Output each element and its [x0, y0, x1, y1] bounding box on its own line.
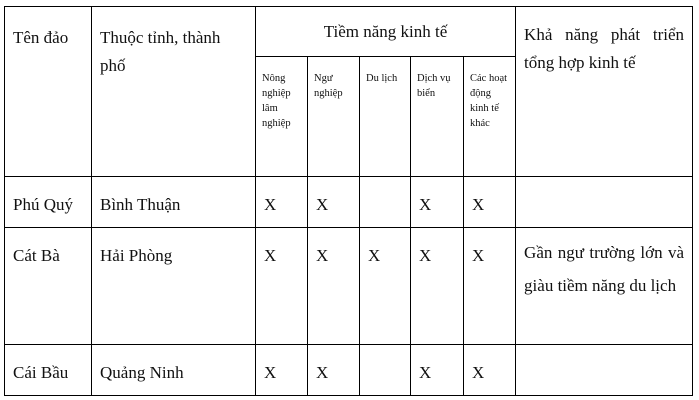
- table-row: [5, 177, 693, 228]
- header-sub-agriculture: Nông nghiệp lâm nghiệp: [256, 57, 308, 177]
- table-row: [5, 345, 693, 396]
- mark-fishery: X: [308, 177, 360, 228]
- province-cell: Quảng Ninh: [92, 345, 256, 396]
- note-cell: [516, 345, 693, 396]
- mark-other: X: [464, 177, 516, 228]
- mark-tourism: [360, 345, 411, 396]
- island-name-cell: Cái Bầu: [5, 345, 92, 396]
- header-comprehensive: Khả năng phát triển tổng hợp kinh tế: [516, 7, 693, 177]
- mark-marine-services: X: [411, 177, 464, 228]
- note-cell: [516, 177, 693, 228]
- island-name-cell: Phú Quý: [5, 177, 92, 228]
- province-cell: Bình Thuận: [92, 177, 256, 228]
- mark-other: X: [464, 345, 516, 396]
- header-sub-fishery: Ngư nghiệp: [308, 57, 360, 177]
- island-economy-table: [4, 6, 693, 396]
- mark-other: X: [464, 228, 516, 345]
- table-row: [5, 228, 693, 345]
- mark-fishery: X: [308, 345, 360, 396]
- island-name-cell: Cát Bà: [5, 228, 92, 345]
- header-province-text: Thuộc tỉnh, thành phố: [100, 28, 221, 75]
- mark-tourism: X: [360, 228, 411, 345]
- header-province: [92, 7, 256, 177]
- header-economic-potential: Tiềm năng kinh tế: [256, 7, 516, 57]
- mark-marine-services: X: [411, 345, 464, 396]
- note-cell: Gần ngư trường lớn và giàu tiềm năng du lịch: [516, 228, 693, 345]
- header-sub-other: Các hoạt động kinh tế khác: [464, 57, 516, 177]
- mark-agriculture: X: [256, 177, 308, 228]
- header-sub-marine-services: Dịch vụ biển: [411, 57, 464, 177]
- province-cell: Hải Phòng: [92, 228, 256, 345]
- header-island-name: Tên đảo: [5, 7, 92, 177]
- mark-tourism: [360, 177, 411, 228]
- header-sub-tourism: Du lịch: [360, 57, 411, 177]
- header-row-top: [5, 7, 693, 57]
- mark-agriculture: X: [256, 228, 308, 345]
- mark-agriculture: X: [256, 345, 308, 396]
- mark-marine-services: X: [411, 228, 464, 345]
- mark-fishery: X: [308, 228, 360, 345]
